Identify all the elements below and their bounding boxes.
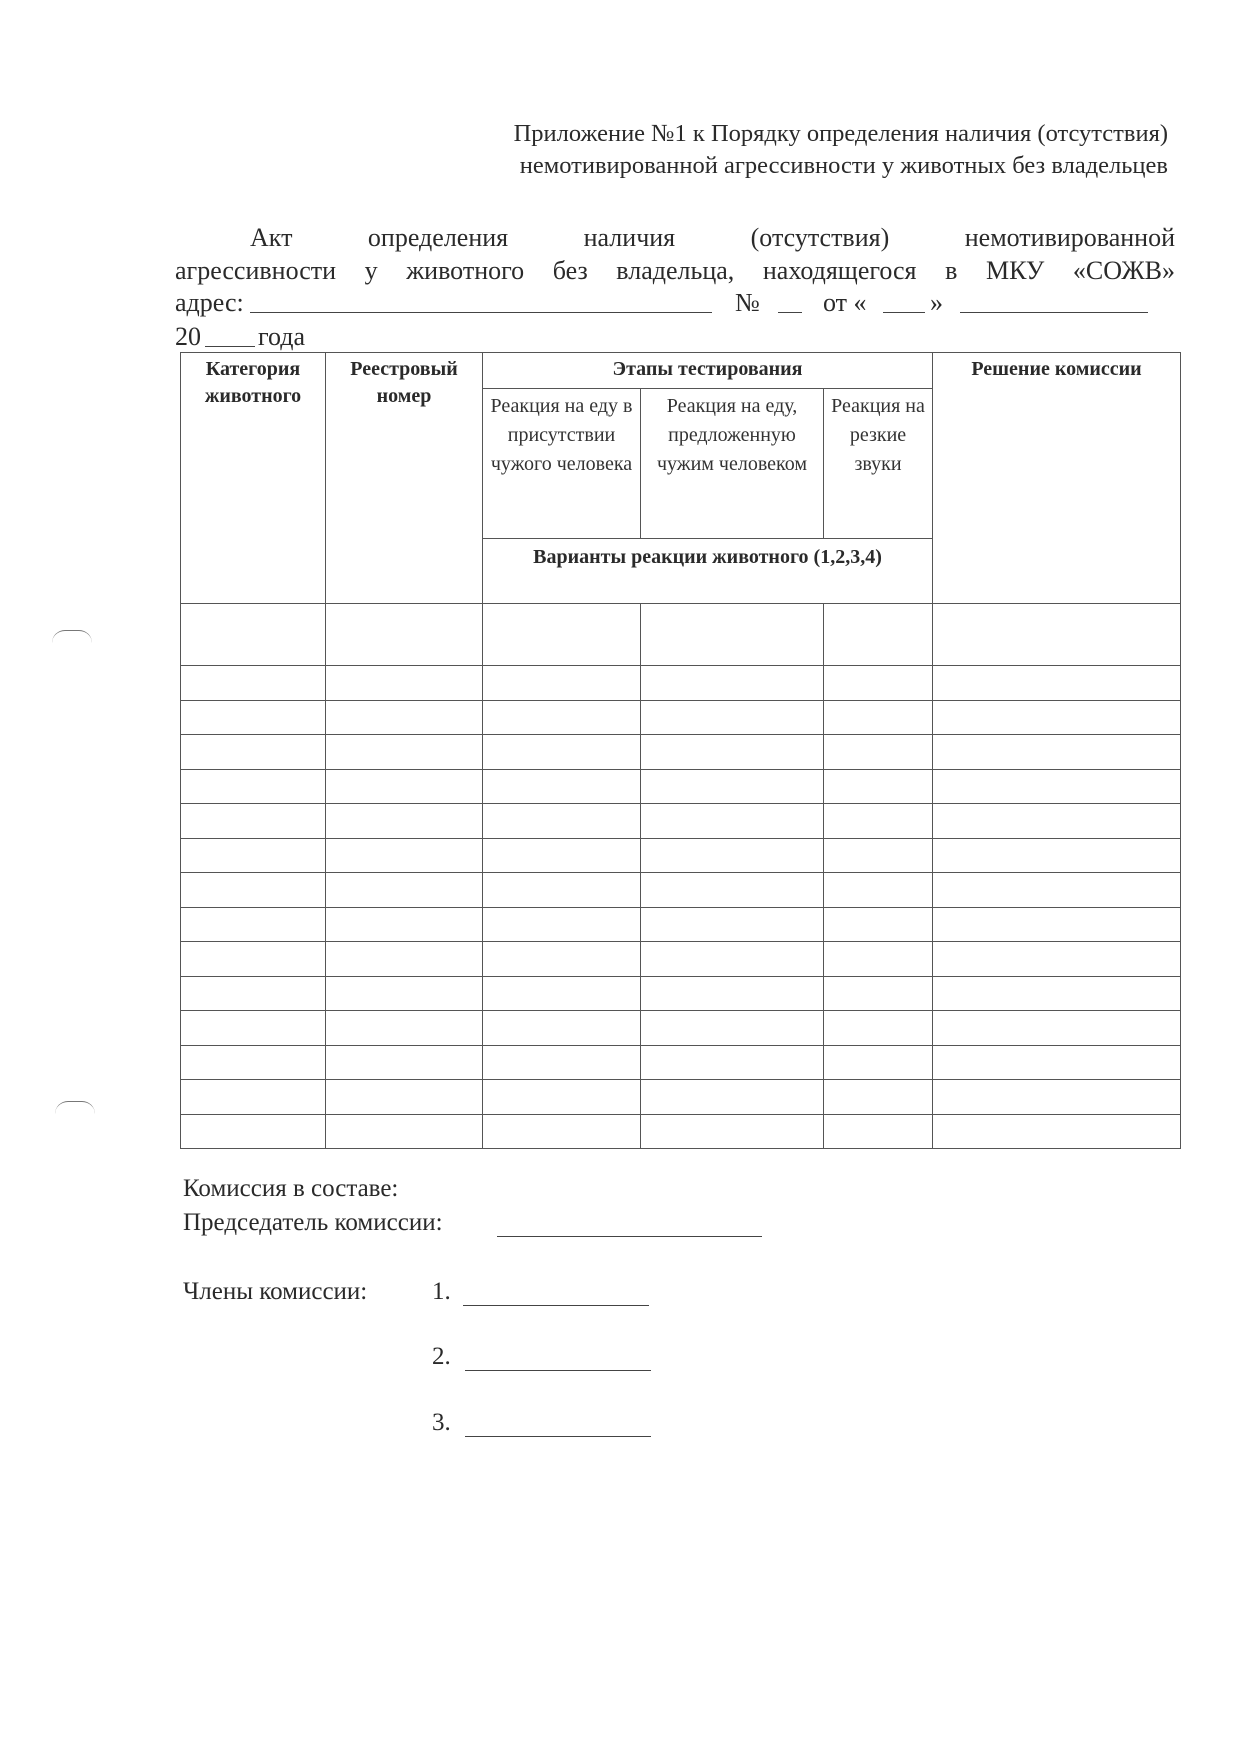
date-quote-close: » [930,288,943,317]
punch-hole-mark [55,1101,95,1114]
table-row [181,735,1181,770]
table-cell[interactable] [824,1114,933,1149]
table-cell[interactable] [181,1045,326,1080]
table-cell[interactable] [641,942,824,977]
table-cell[interactable] [181,1011,326,1046]
table-cell[interactable] [933,666,1181,701]
table-row [181,804,1181,839]
table-cell[interactable] [483,942,641,977]
table-cell[interactable] [824,804,933,839]
date-from-label: от « [823,288,867,317]
table-cell[interactable] [326,804,483,839]
table-cell[interactable] [181,700,326,735]
table-cell[interactable] [326,1114,483,1149]
table-cell[interactable] [824,1045,933,1080]
table-cell[interactable] [181,769,326,804]
table-cell[interactable] [483,1080,641,1115]
table-cell[interactable] [641,976,824,1011]
table-row [181,942,1181,977]
table-cell[interactable] [824,976,933,1011]
table-cell[interactable] [641,1114,824,1149]
table-cell[interactable] [181,604,326,666]
member-2-signature-field[interactable] [465,1370,651,1371]
day-field[interactable] [883,312,925,313]
table-row [181,1011,1181,1046]
table-cell[interactable] [824,942,933,977]
table-cell[interactable] [181,942,326,977]
table-cell[interactable] [933,1114,1181,1149]
table-cell[interactable] [483,666,641,701]
member-1-signature-field[interactable] [463,1305,649,1306]
table-cell[interactable] [933,1011,1181,1046]
month-field[interactable] [960,312,1148,313]
appendix-title-line-2: немотивированной агрессивности у животных без владельцев [519,152,1168,179]
member-3-number: 3. [432,1409,451,1436]
appendix-title-line-1: Приложение №1 к Порядку определения наличия (отсутствия) [513,120,1168,147]
stage-food-presence: Реакция на еду в присутствии чужого человека [483,389,641,539]
table-cell[interactable] [181,976,326,1011]
year-suffix: года [258,322,306,351]
number-label: № [735,288,760,317]
table-cell[interactable] [483,907,641,942]
table-cell[interactable] [181,873,326,908]
table-cell[interactable] [933,604,1181,666]
table-cell[interactable] [483,1114,641,1149]
act-title-line-2: агрессивности у животного без владельца, находящегося в МКУ «СОЖВ» [175,256,1175,285]
table-row [181,1114,1181,1149]
header-reaction-variants: Варианты реакции животного (1,2,3,4) [483,539,933,604]
table-cell[interactable] [933,838,1181,873]
table-row [181,1080,1181,1115]
table-cell[interactable] [824,735,933,770]
table-cell[interactable] [181,666,326,701]
table-cell[interactable] [181,907,326,942]
act-title-line-1: Акт определения наличия (отсутствия) немотивированной [250,223,1175,252]
table-cell[interactable] [641,666,824,701]
table-cell[interactable] [326,1045,483,1080]
table-cell[interactable] [181,804,326,839]
table-cell[interactable] [824,700,933,735]
table-cell[interactable] [641,700,824,735]
table-cell[interactable] [181,1114,326,1149]
stage-sharp-sounds: Реакция на резкие звуки [824,389,933,539]
table-cell[interactable] [641,735,824,770]
table-cell[interactable] [933,769,1181,804]
table-cell[interactable] [933,873,1181,908]
table-cell[interactable] [483,838,641,873]
member-1-number: 1. [432,1278,451,1305]
table-cell[interactable] [933,1080,1181,1115]
header-registry-number: Реестровый номер [326,353,483,604]
table-cell[interactable] [181,1080,326,1115]
table-cell[interactable] [326,769,483,804]
testing-table [180,352,1181,1149]
table-cell[interactable] [641,1045,824,1080]
table-cell[interactable] [326,1080,483,1115]
table-cell[interactable] [824,838,933,873]
table-cell[interactable] [483,873,641,908]
table-cell[interactable] [933,804,1181,839]
table-cell[interactable] [326,666,483,701]
table-cell[interactable] [641,1011,824,1046]
table-cell[interactable] [824,604,933,666]
commission-composition-label: Комиссия в составе: [183,1175,399,1202]
table-cell[interactable] [933,735,1181,770]
table-cell[interactable] [326,873,483,908]
table-cell[interactable] [641,838,824,873]
table-cell[interactable] [483,769,641,804]
table-cell[interactable] [641,1080,824,1115]
table-row [181,907,1181,942]
table-cell[interactable] [326,604,483,666]
table-cell[interactable] [641,769,824,804]
table-row [181,873,1181,908]
table-cell[interactable] [326,700,483,735]
table-row [181,838,1181,873]
table-cell[interactable] [933,942,1181,977]
table-cell[interactable] [483,1045,641,1080]
punch-hole-mark [52,630,92,643]
table-cell[interactable] [326,735,483,770]
table-cell[interactable] [483,804,641,839]
table-cell[interactable] [483,1011,641,1046]
table-cell[interactable] [824,769,933,804]
table-cell[interactable] [326,976,483,1011]
table-cell[interactable] [181,735,326,770]
table-cell[interactable] [181,838,326,873]
members-label: Члены комиссии: [183,1278,368,1305]
chairman-label: Председатель комиссии: [183,1209,443,1236]
table-cell[interactable] [641,604,824,666]
address-label: адрес: [175,288,244,317]
table-row [181,769,1181,804]
table-cell[interactable] [824,666,933,701]
member-2-number: 2. [432,1343,451,1370]
table-cell[interactable] [824,1080,933,1115]
year-prefix: 20 [175,322,201,351]
table-row [181,700,1181,735]
table-cell[interactable] [326,942,483,977]
header-category: Категория животного [181,353,326,604]
table-cell[interactable] [641,804,824,839]
table-cell[interactable] [824,873,933,908]
table-cell[interactable] [483,700,641,735]
table-cell[interactable] [933,907,1181,942]
header-commission-decision: Решение комиссии [933,353,1181,604]
table-row [181,666,1181,701]
member-3-signature-field[interactable] [465,1436,651,1437]
address-field[interactable] [250,312,712,313]
table-cell[interactable] [824,1011,933,1046]
table-cell[interactable] [483,604,641,666]
chairman-signature-field[interactable] [497,1236,762,1237]
table-cell[interactable] [326,838,483,873]
table-row [181,976,1181,1011]
table-cell[interactable] [933,700,1181,735]
number-field[interactable] [778,312,802,313]
table-cell[interactable] [483,976,641,1011]
header-testing-stages: Этапы тестирования [483,353,933,389]
table-row [181,1045,1181,1080]
table-cell[interactable] [483,735,641,770]
table-cell[interactable] [933,1045,1181,1080]
table-cell[interactable] [824,907,933,942]
table-row [181,604,1181,666]
table-cell[interactable] [641,873,824,908]
year-field[interactable] [205,346,255,347]
table-cell[interactable] [326,1011,483,1046]
table-cell[interactable] [641,907,824,942]
table-cell[interactable] [933,976,1181,1011]
stage-food-offered: Реакция на еду, предложенную чужим человеком [641,389,824,539]
table-cell[interactable] [326,907,483,942]
